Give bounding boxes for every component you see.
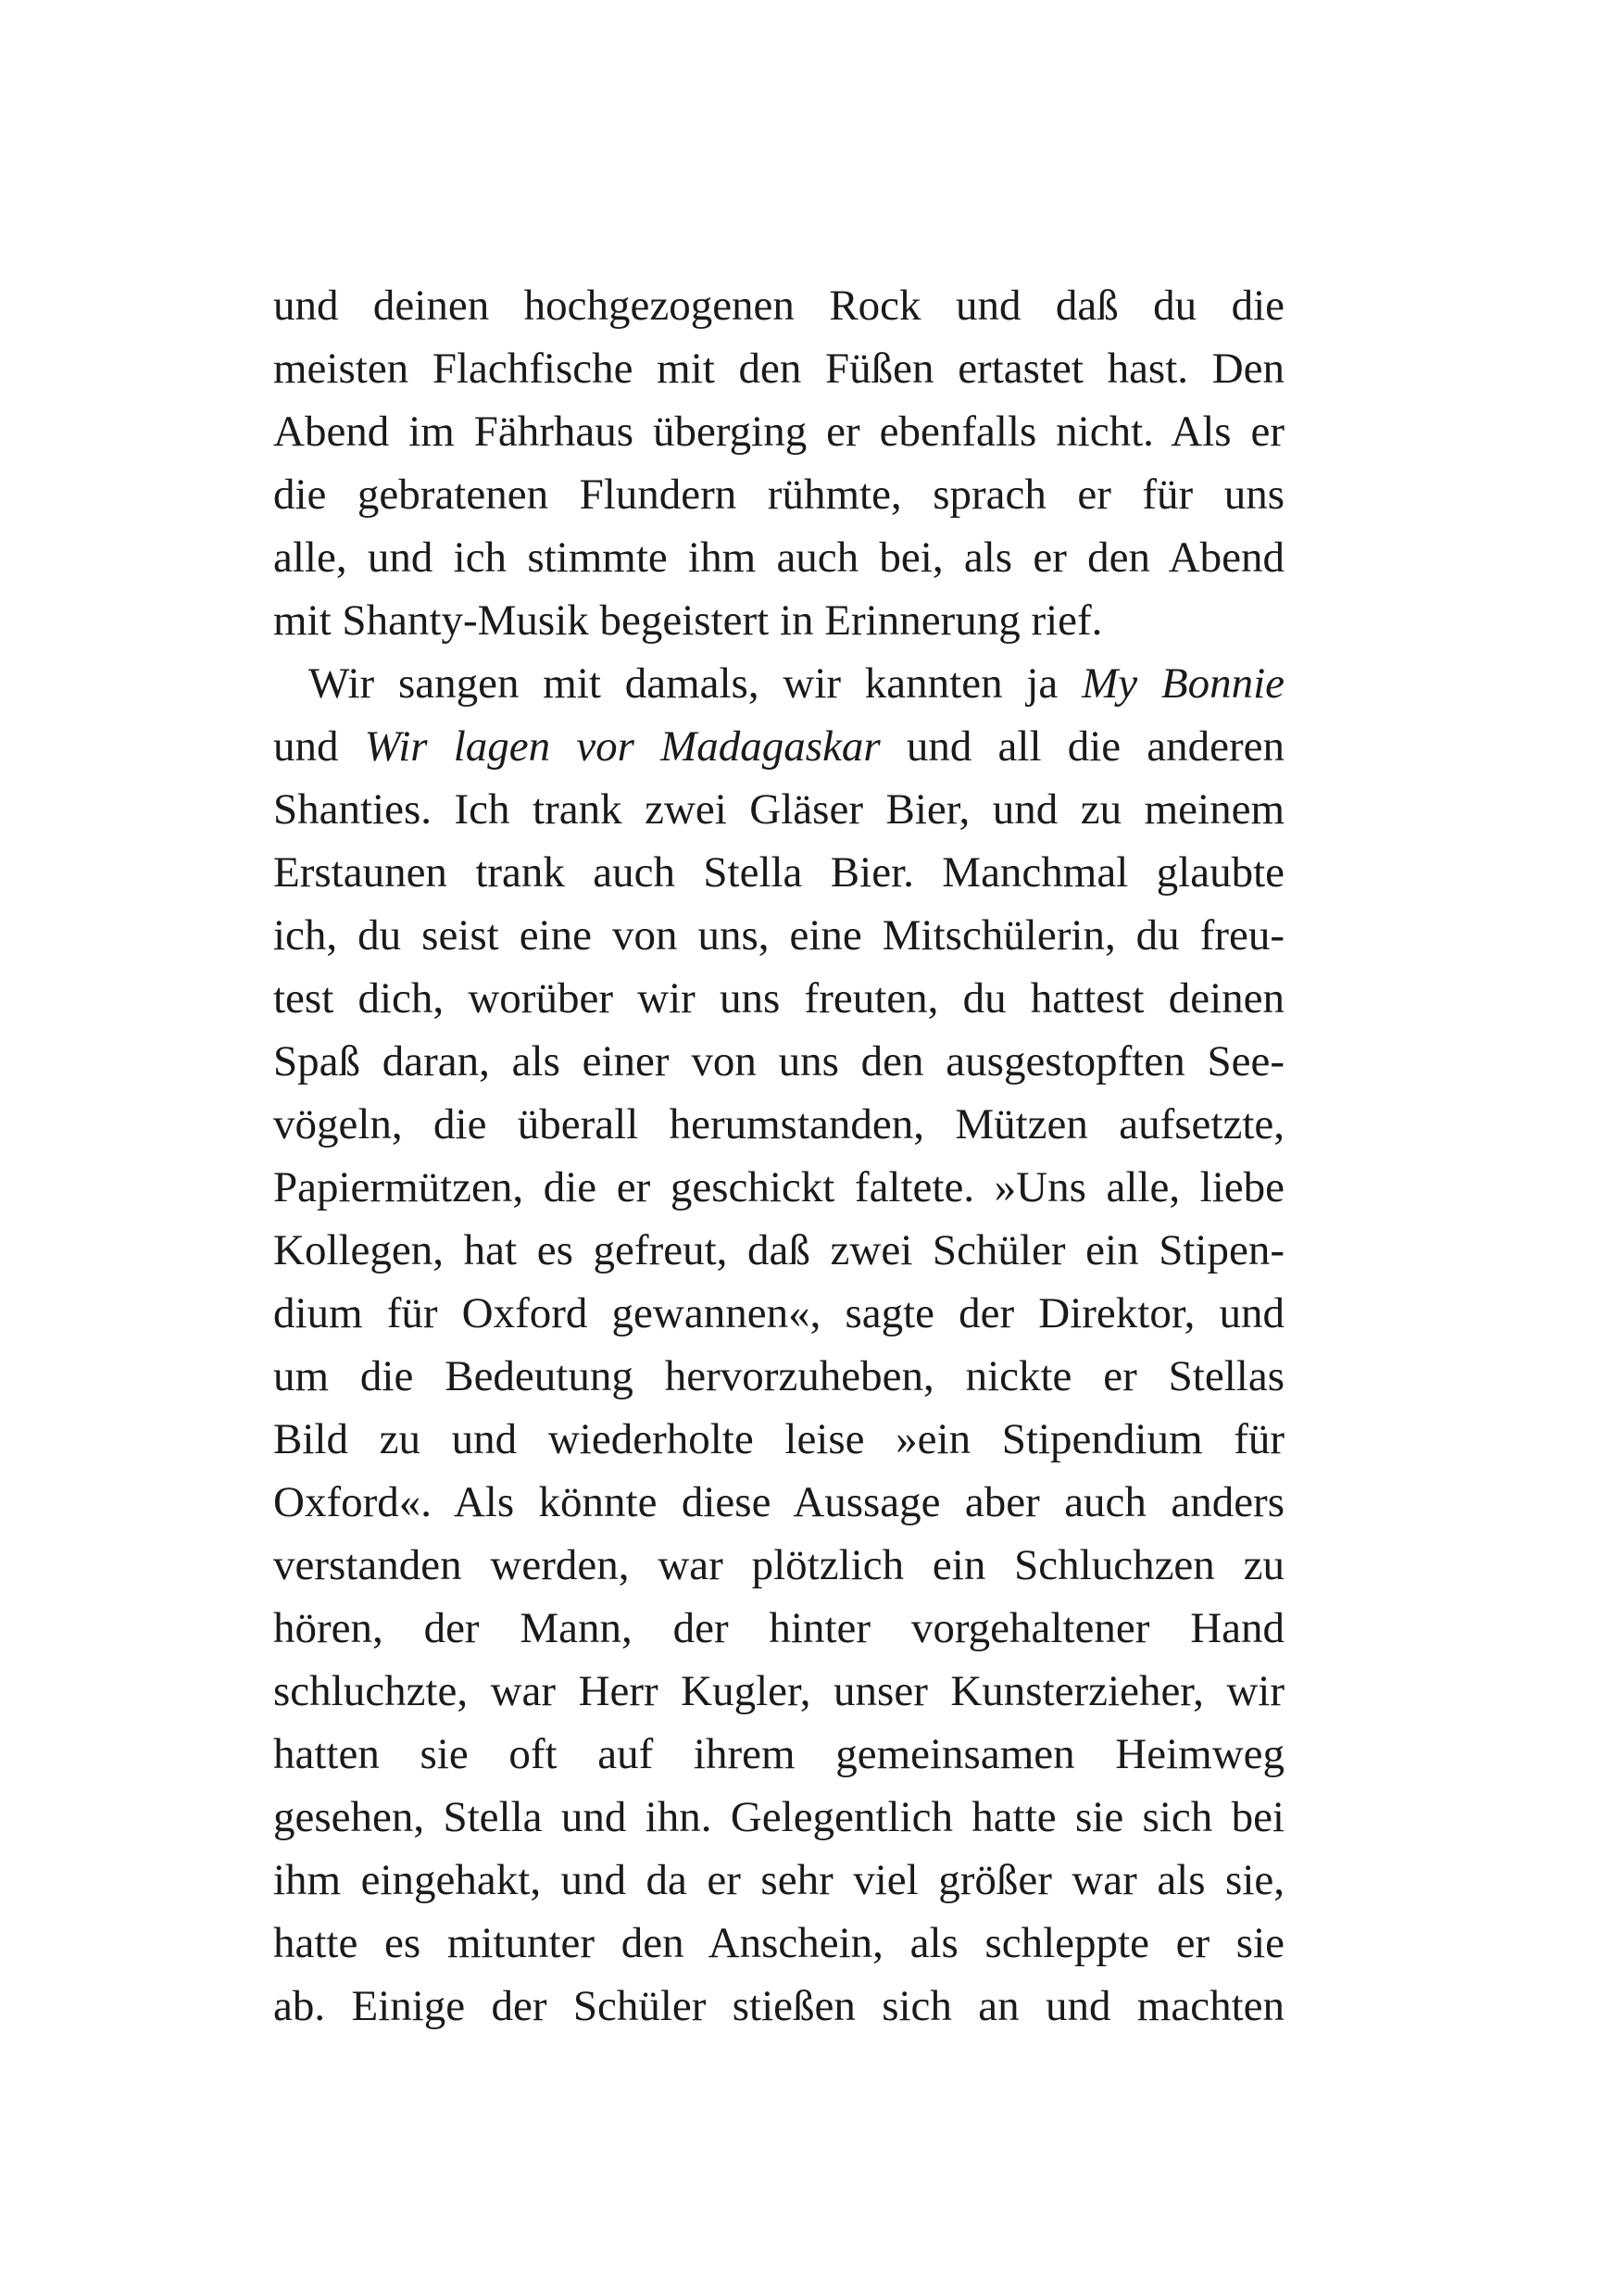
paragraph	[273, 274, 1285, 652]
text-run: Wir sangen mit damals, wir kannten ja	[308, 659, 1083, 708]
text-line: Erstaunen trank auch Stella Bier. Manchmal glaubte	[273, 848, 1285, 897]
text-line: Kollegen, hat es gefreut, daß zwei Schüler ein Stipen-	[273, 1226, 1285, 1274]
text-run: und	[273, 722, 365, 771]
text-line: Shanties. Ich trank zwei Gläser Bier, und zu meinem	[273, 785, 1285, 834]
body-text	[273, 274, 1285, 2038]
text-line: mit Shanty-Musik begeistert in Erinnerung rief.	[273, 596, 1103, 645]
song-title: My Bonnie	[1082, 659, 1285, 708]
text-line: hatten sie oft auf ihrem gemeinsamen Heimweg	[273, 1730, 1285, 1778]
text-line	[273, 652, 1285, 715]
text-line: hatte es mitunter den Anschein, als schleppte er sie	[273, 1919, 1285, 1967]
text-line: schluchzte, war Herr Kugler, unser Kunsterzieher, wir	[273, 1667, 1285, 1715]
text-line: die gebratenen Flundern rühmte, sprach er für uns	[273, 470, 1285, 519]
text-line	[273, 715, 1285, 778]
text-line: Papiermützen, die er geschickt faltete. »Uns alle, liebe	[273, 1163, 1285, 1211]
text-line: ich, du seist eine von uns, eine Mitschülerin, du freu-	[273, 911, 1285, 960]
text-line: Abend im Fährhaus überging er ebenfalls nicht. Als er	[273, 408, 1285, 456]
text-line: Bild zu und wiederholte leise »ein Stipendium für	[273, 1415, 1285, 1463]
text-line: Spaß daran, als einer von uns den ausgestopften See-	[273, 1037, 1285, 1085]
text-line: ihm eingehakt, und da er sehr viel größer war als sie,	[273, 1856, 1285, 1904]
text-line: gesehen, Stella und ihn. Gelegentlich hatte sie sich bei	[273, 1793, 1285, 1841]
text-line: um die Bedeutung hervorzuheben, nickte er Stellas	[273, 1352, 1285, 1400]
text-line: test dich, worüber wir uns freuten, du hattest deinen	[273, 974, 1285, 1023]
text-line: und deinen hochgezogenen Rock und daß du die	[273, 282, 1285, 330]
text-line: meisten Flachfische mit den Füßen ertastet hast. Den	[273, 345, 1285, 393]
text-line: vögeln, die überall herumstanden, Mützen aufsetzte,	[273, 1100, 1285, 1148]
paragraph	[273, 652, 1285, 2038]
text-line: dium für Oxford gewannen«, sagte der Direktor, und	[273, 1289, 1285, 1337]
text-line: ab. Einige der Schüler stießen sich an und machten	[273, 1982, 1285, 2030]
text-line: hören, der Mann, der hinter vorgehaltener Hand	[273, 1604, 1285, 1652]
text-line: verstanden werden, war plötzlich ein Schluchzen zu	[273, 1541, 1285, 1589]
text-line: Oxford«. Als könnte diese Aussage aber auch anders	[273, 1478, 1285, 1526]
song-title: Wir lagen vor Madagaskar	[364, 722, 881, 771]
text-run: und all die anderen	[880, 722, 1285, 771]
text-line: alle, und ich stimmte ihm auch bei, als er den Abend	[273, 533, 1285, 582]
